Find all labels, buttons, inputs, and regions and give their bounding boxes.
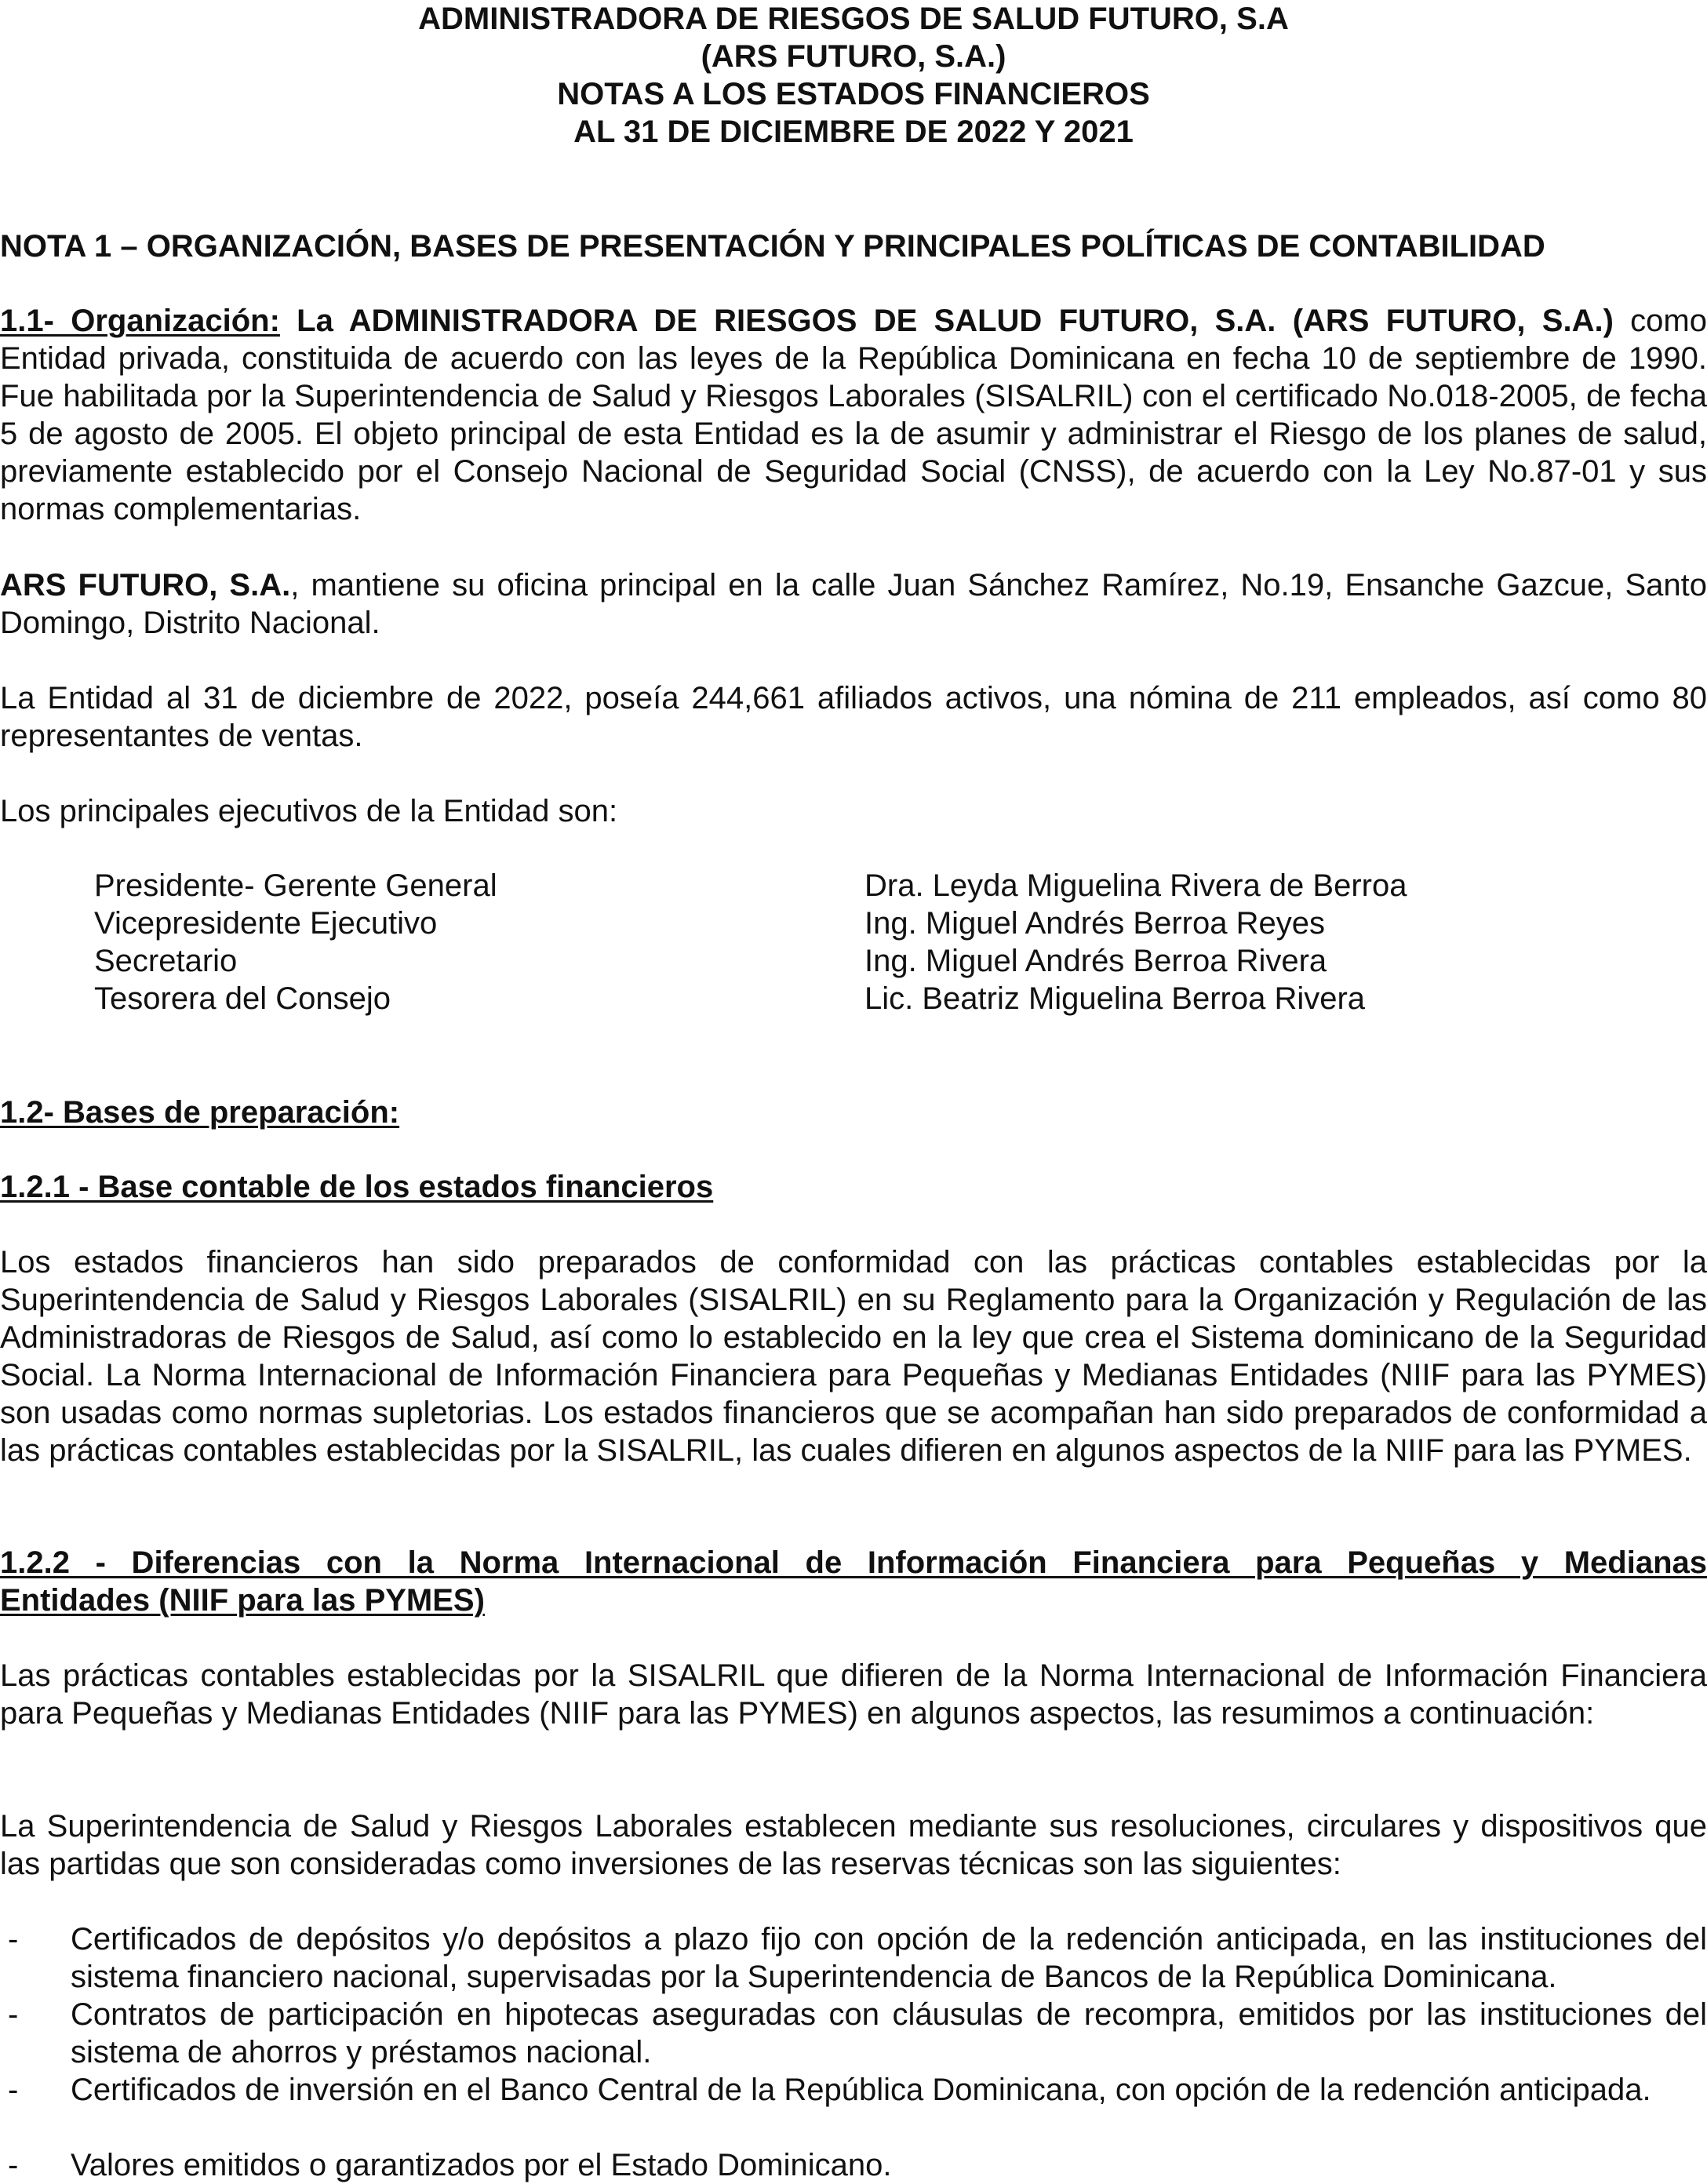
company-short-name: (ARS FUTURO, S.A.) — [701, 39, 1006, 74]
office-entity: ARS FUTURO, S.A. — [0, 568, 291, 602]
diferencias-title-line-2: Entidades (NIIF para las PYMES) — [0, 1583, 485, 1618]
diferencias-title-line-1: 1.2.2 - Diferencias con la Norma Internacional de Información Financiera para Pequeñas y Medianas — [0, 1545, 1707, 1580]
executive-name: Lic. Beatriz Miguelina Berroa Rivera — [864, 981, 1366, 1016]
executive-name: Ing. Miguel Andrés Berroa Reyes — [864, 906, 1325, 941]
bullet-text: Valores emitidos o garantizados por el Estado Dominicano. — [71, 2148, 892, 2182]
diferencias-title — [0, 1544, 1707, 1619]
bullet-text: Contratos de participación en hipotecas aseguradas con cláusulas de recompra, emitidos por las instituciones del sistema de ahorros y préstamos nacional. — [71, 1997, 1707, 2069]
bases-section-title — [0, 1094, 1707, 1131]
executive-name: Dra. Leyda Miguelina Rivera de Berroa — [864, 868, 1407, 903]
bases-title-text: 1.2- Bases de preparación: — [0, 1095, 400, 1130]
document-date: AL 31 DE DICIEMBRE DE 2022 Y 2021 — [573, 115, 1134, 149]
document-header — [0, 0, 1707, 151]
executive-role: Tesorera del Consejo — [94, 981, 391, 1016]
bullet-dash: - — [8, 2148, 19, 2182]
executive-role: Presidente- Gerente General — [94, 868, 497, 903]
document-title: NOTAS A LOS ESTADOS FINANCIEROS — [557, 77, 1150, 111]
company-name: ADMINISTRADORA DE RIESGOS DE SALUD FUTURO, S.A — [418, 2, 1289, 36]
stats-paragraph: La Entidad al 31 de diciembre de 2022, poseía 244,661 afiliados activos, una nómina de 211 empleados, así como 80 representantes de ventas. — [0, 681, 1707, 753]
bullet-dash: - — [8, 1997, 19, 2032]
office-text: , mantiene su oficina principal en la calle Juan Sánchez Ramírez, No.19, Ensanche Gazcue, Santo Domingo, Distrito Nacional. — [0, 568, 1707, 640]
executives-intro: Los principales ejecutivos de la Entidad son: — [0, 794, 618, 828]
organizacion-paragraph — [0, 302, 1707, 528]
bullet-dash: - — [8, 1922, 19, 1956]
executive-role: Vicepresidente Ejecutivo — [94, 906, 438, 941]
organizacion-entity: La ADMINISTRADORA DE RIESGOS DE SALUD FUTURO, S.A. (ARS FUTURO, S.A.) — [279, 304, 1614, 338]
bullet-dash: - — [8, 2073, 19, 2107]
organizacion-label: 1.1- Organización: — [0, 304, 280, 338]
diferencias-paragraph: Las prácticas contables establecidas por la SISALRIL que difieren de la Norma Internacional de Información Financiera para Pequeñas y Medianas Entidades (NIIF para las PYMES) en algunos aspectos, las resumimos a continuación: — [0, 1658, 1707, 1731]
executive-name: Ing. Miguel Andrés Berroa Rivera — [864, 944, 1327, 978]
organizacion-text: como Entidad privada, constituida de acuerdo con las leyes de la República Dominicana en fecha 10 de septiembre de 1990. Fue habilitada por la Superintendencia de Salud y Riesgos Laborales (SISALRIL) con el certificado No.018-2005, de fecha 5 de agosto de 2005. El objeto principal de esta Entidad es la de asumir y administrar el Riesgo de los planes de salud, previamente establecido por el Consejo Nacional de Seguridad Social (CNSS), de acuerdo con la Ley No.87-01 y sus normas complementarias. — [0, 304, 1707, 526]
bullet-text: Certificados de depósitos y/o depósitos a plazo fijo con opción de la redención anticipada, en las instituciones del sistema financiero nacional, supervisadas por la Superintendencia de Bancos de la República Dominicana. — [71, 1922, 1707, 1994]
bullet-text: Certificados de inversión en el Banco Central de la República Dominicana, con opción de la redención anticipada. — [71, 2073, 1651, 2107]
executive-role: Secretario — [94, 944, 238, 978]
nota-1-title: NOTA 1 – ORGANIZACIÓN, BASES DE PRESENTACIÓN Y PRINCIPALES POLÍTICAS DE CONTABILIDAD — [0, 229, 1545, 264]
base-contable-title-text: 1.2.1 - Base contable de los estados financieros — [0, 1170, 714, 1204]
reservas-paragraph: La Superintendencia de Salud y Riesgos Laborales establecen mediante sus resoluciones, circulares y dispositivos que las partidas que son consideradas como inversiones de las reservas técnicas son las siguientes: — [0, 1809, 1707, 1881]
office-paragraph — [0, 566, 1707, 642]
base-contable-paragraph: Los estados financieros han sido preparados de conformidad con las prácticas contables establecidas por la Superintendencia de Salud y Riesgos Laborales (SISALRIL) en su Reglamento para la Organización y Regulación de las Administradoras de Riesgos de Salud, así como lo establecido en la ley que crea el Sistema dominicano de la Seguridad Social. La Norma Internacional de Información Financiera para Pequeñas y Medianas Entidades (NIIF para las PYMES) son usadas como normas supletorias. Los estados financieros que se acompañan han sido preparados de conformidad a las prácticas contables establecidas por la SISALRIL, las cuales difieren en algunos aspectos de la NIIF para las PYMES. — [0, 1245, 1707, 1468]
base-contable-title — [0, 1168, 1707, 1206]
